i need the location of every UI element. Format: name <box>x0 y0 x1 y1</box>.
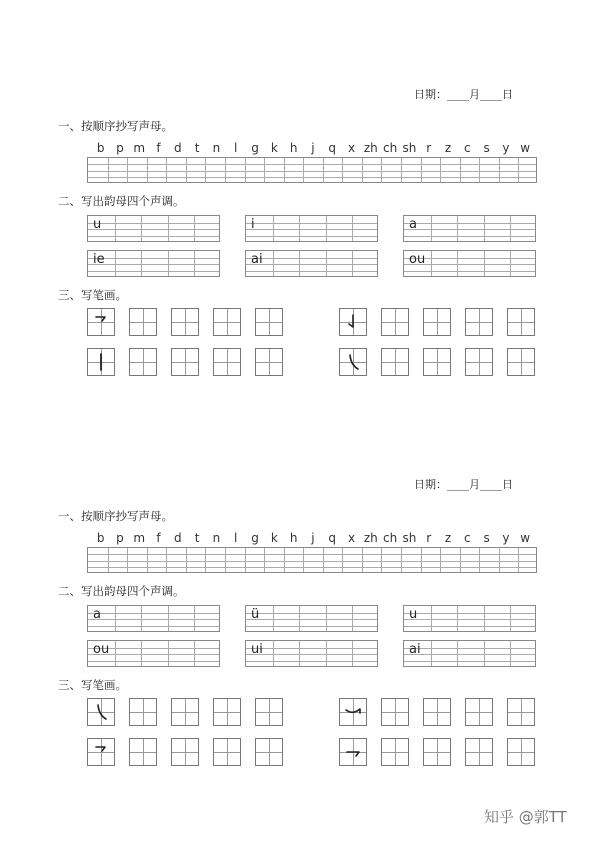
section1-title: 一、按顺序抄写声母。 <box>58 119 173 133</box>
final-label: ou <box>409 252 426 267</box>
initial-letter: j <box>311 531 315 545</box>
final-tone-box[interactable] <box>245 640 378 667</box>
initials-row <box>91 531 535 545</box>
initials-row <box>91 141 535 155</box>
final-label: ü <box>251 607 260 622</box>
initial-letter: q <box>328 141 337 155</box>
initial-letter: zh <box>363 531 378 545</box>
initial-letter: r <box>426 141 432 155</box>
tian-grid-cell[interactable] <box>87 698 115 726</box>
tian-grid-cell[interactable] <box>129 308 157 336</box>
tian-grid-cell[interactable] <box>129 738 157 766</box>
tian-grid-cell[interactable] <box>129 698 157 726</box>
initial-letter: k <box>270 141 278 155</box>
initials-writing-grid[interactable] <box>87 157 537 183</box>
initial-letter: q <box>328 531 337 545</box>
tian-grid-cell[interactable] <box>507 308 535 336</box>
shu-icon <box>88 349 114 375</box>
initial-letter: z <box>444 141 452 155</box>
initial-letter: zh <box>363 141 378 155</box>
initial-letter: y <box>502 531 510 545</box>
tian-grid-cell[interactable] <box>339 308 367 336</box>
initial-letter: k <box>270 531 278 545</box>
initial-letter: p <box>116 531 124 545</box>
initial-letter: t <box>194 141 200 155</box>
tian-grid-cell[interactable] <box>465 308 493 336</box>
final-label: ie <box>93 252 105 267</box>
tian-grid-cell[interactable] <box>381 308 409 336</box>
initial-letter: f <box>156 141 161 155</box>
final-tone-box[interactable] <box>87 215 220 242</box>
initial-letter: b <box>96 531 105 545</box>
final-label: i <box>251 217 255 232</box>
initial-letter: ch <box>383 531 398 545</box>
initial-letter: x <box>347 531 356 545</box>
tian-grid-cell[interactable] <box>171 698 199 726</box>
tian-grid-cell[interactable] <box>255 738 283 766</box>
initial-letter: sh <box>402 531 417 545</box>
tian-grid-cell[interactable] <box>255 308 283 336</box>
initial-letter: h <box>289 531 298 545</box>
initial-letter: l <box>234 531 238 545</box>
final-label: ui <box>251 642 263 657</box>
tian-grid-cell[interactable] <box>339 348 367 376</box>
tian-grid-cell[interactable] <box>381 738 409 766</box>
tian-grid-cell[interactable] <box>87 738 115 766</box>
tian-grid-cell[interactable] <box>255 348 283 376</box>
section2-title: 二、写出韵母四个声调。 <box>58 584 185 598</box>
initial-letter: b <box>96 141 105 155</box>
section2-title: 二、写出韵母四个声调。 <box>58 194 185 208</box>
date-line: 日期：____月____日 <box>414 478 513 491</box>
initial-letter: x <box>347 141 356 155</box>
tian-grid-cell[interactable] <box>507 738 535 766</box>
initial-letter: n <box>212 531 221 545</box>
heng-gou-icon <box>340 739 366 765</box>
initial-letter: ch <box>383 141 398 155</box>
final-tone-box[interactable] <box>403 215 536 242</box>
tian-grid-cell[interactable] <box>423 348 451 376</box>
initial-letter: c <box>463 141 471 155</box>
initial-letter: d <box>174 531 182 545</box>
initial-letter: sh <box>402 141 417 155</box>
final-label: u <box>409 607 418 622</box>
initial-letter: m <box>133 141 146 155</box>
na-icon <box>340 349 366 375</box>
initial-letter: g <box>251 531 259 545</box>
wo-gou-icon <box>340 699 366 725</box>
tian-grid-cell[interactable] <box>339 738 367 766</box>
initial-letter: j <box>311 141 315 155</box>
final-label: a <box>409 217 417 232</box>
initial-letter: w <box>520 141 531 155</box>
shu-zhe-icon <box>340 309 366 335</box>
initial-letter: n <box>212 141 221 155</box>
initial-letter: z <box>444 531 452 545</box>
tian-grid-cell[interactable] <box>465 348 493 376</box>
tian-grid-cell[interactable] <box>507 698 535 726</box>
tian-grid-cell[interactable] <box>87 348 115 376</box>
tian-grid-cell[interactable] <box>465 698 493 726</box>
initial-letter: c <box>463 531 471 545</box>
final-label: ou <box>93 642 110 657</box>
initial-letter: h <box>289 141 298 155</box>
initial-letter: y <box>502 141 510 155</box>
date-line: 日期：____月____日 <box>414 88 513 101</box>
initial-letter: l <box>234 141 238 155</box>
final-tone-box[interactable] <box>403 250 536 277</box>
tian-grid-cell[interactable] <box>423 738 451 766</box>
tian-grid-cell[interactable] <box>213 348 241 376</box>
final-label: a <box>93 607 101 622</box>
tian-grid-cell[interactable] <box>423 698 451 726</box>
tian-grid-cell[interactable] <box>87 308 115 336</box>
tian-grid-cell[interactable] <box>171 308 199 336</box>
na-icon <box>88 699 114 725</box>
tian-grid-cell[interactable] <box>213 698 241 726</box>
final-label: ai <box>409 642 421 657</box>
tian-grid-cell[interactable] <box>465 738 493 766</box>
initial-letter: p <box>116 141 124 155</box>
heng-zhe-icon <box>88 309 114 335</box>
section3-title: 三、写笔画。 <box>58 288 127 302</box>
tian-grid-cell[interactable] <box>507 348 535 376</box>
initial-letter: r <box>426 531 432 545</box>
tian-grid-cell[interactable] <box>213 738 241 766</box>
final-tone-box[interactable] <box>403 640 536 667</box>
final-tone-box[interactable] <box>245 215 378 242</box>
initial-letter: w <box>520 531 531 545</box>
initial-letter: f <box>156 531 161 545</box>
final-tone-box[interactable] <box>87 250 220 277</box>
initial-letter: d <box>174 141 182 155</box>
final-label: u <box>93 217 102 232</box>
tian-grid-cell[interactable] <box>213 308 241 336</box>
final-tone-box[interactable] <box>87 605 220 632</box>
final-tone-box[interactable] <box>245 250 378 277</box>
tian-grid-cell[interactable] <box>171 738 199 766</box>
initial-letter: s <box>483 141 490 155</box>
watermark: 知乎 @郭TT <box>484 808 567 826</box>
final-tone-box[interactable] <box>87 640 220 667</box>
initial-letter: s <box>483 531 490 545</box>
tian-grid-cell[interactable] <box>339 698 367 726</box>
section1-title: 一、按顺序抄写声母。 <box>58 509 173 523</box>
initial-letter: t <box>194 531 200 545</box>
final-tone-box[interactable] <box>403 605 536 632</box>
tian-grid-cell[interactable] <box>381 698 409 726</box>
tian-grid-cell[interactable] <box>129 348 157 376</box>
tian-grid-cell[interactable] <box>381 348 409 376</box>
tian-grid-cell[interactable] <box>423 308 451 336</box>
heng-zhe-icon <box>88 739 114 765</box>
final-tone-box[interactable] <box>245 605 378 632</box>
tian-grid-cell[interactable] <box>255 698 283 726</box>
initials-writing-grid[interactable] <box>87 547 537 573</box>
tian-grid-cell[interactable] <box>171 348 199 376</box>
section3-title: 三、写笔画。 <box>58 678 127 692</box>
initial-letter: m <box>133 531 146 545</box>
final-label: ai <box>251 252 263 267</box>
initial-letter: g <box>251 141 259 155</box>
